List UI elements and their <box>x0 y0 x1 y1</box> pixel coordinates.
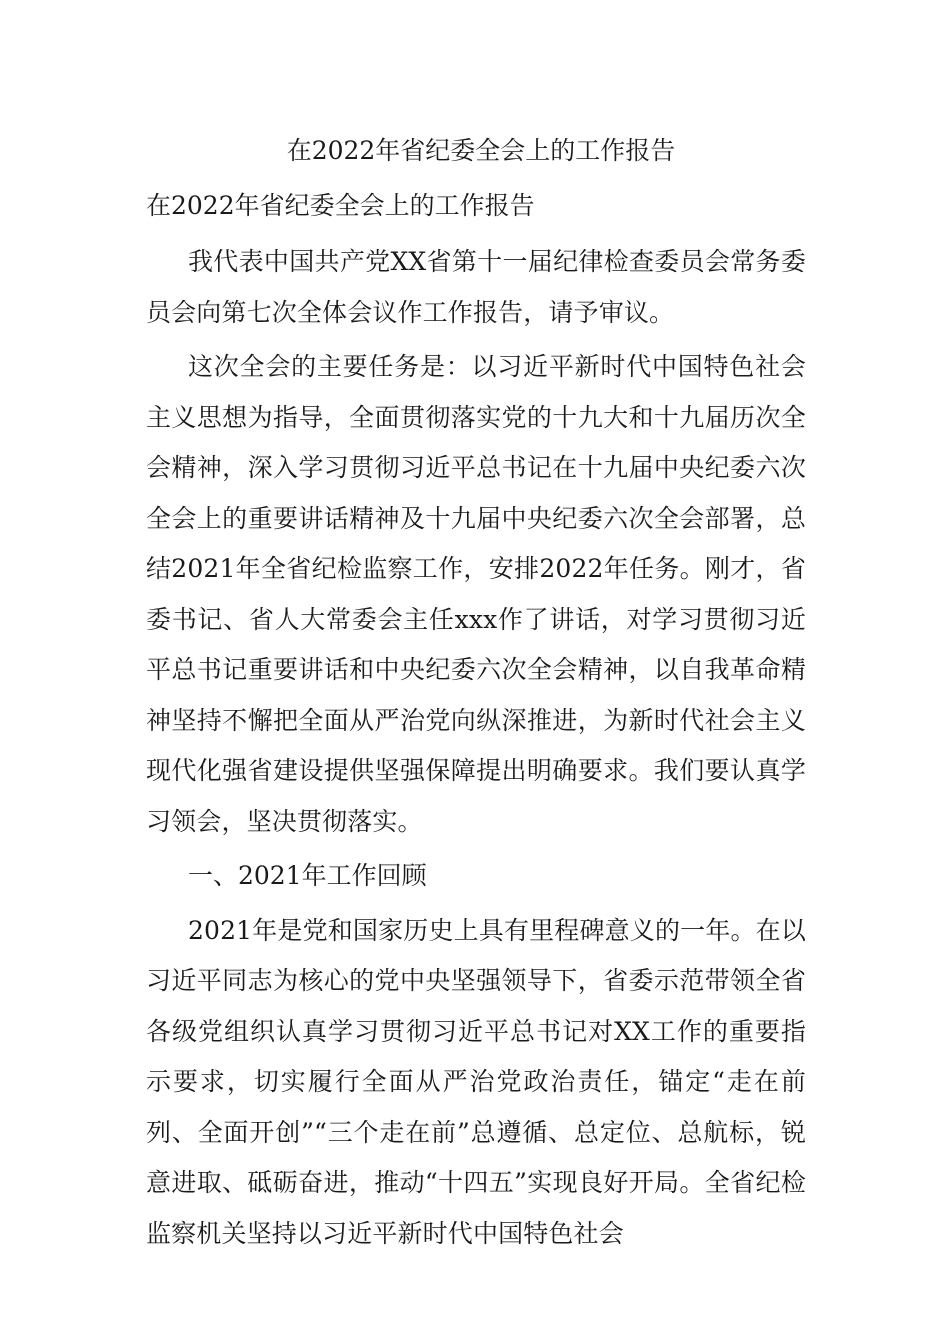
document-body <box>146 126 806 1259</box>
paragraph: 2021年是党和国家历史上具有里程碑意义的一年。在以习近平同志为核心的党中央坚强领导下，省委示范带领全省各级党组织认真学习贯彻习近平总书记对XX工作的重要指示要求，切实履行全面从严治党政治责任，锚定“走在前列、全面开创”“三个走在前”总遵循、总定位、总航标，锐意进取、砥砺奋进，推动“十四五”实现良好开局。全省纪检监察机关坚持以习近平新时代中国特色社会 <box>146 915 806 1248</box>
document-subtitle: 在2022年省纪委全会上的工作报告 <box>146 191 535 220</box>
section-heading: 一、2021年工作回顾 <box>188 861 427 890</box>
paragraph: 我代表中国共产党XX省第十一届纪律检查委员会常务委员会向第七次全体会议作工作报告，请予审议。 <box>146 247 806 327</box>
paragraph: 这次全会的主要任务是：以习近平新时代中国特色社会主义思想为指导，全面贯彻落实党的十九大和十九届历次全会精神，深入学习贯彻习近平总书记在十九届中央纪委六次全会上的重要讲话精神及十九届中央纪委六次全会部署，总结2021年全省纪检监察工作，安排2022年任务。刚才，省委书记、省人大常委会主任xxx作了讲话，对学习贯彻习近平总书记重要讲话和中央纪委六次全会精神，以自我革命精神坚持不懈把全面从严治党向纵深推进，为新时代社会主义现代化强省建设提供坚强保障提出明确要求。我们要认真学习领会，坚决贯彻落实。 <box>146 352 806 836</box>
document-title: 在2022年省纪委全会上的工作报告 <box>286 136 676 165</box>
